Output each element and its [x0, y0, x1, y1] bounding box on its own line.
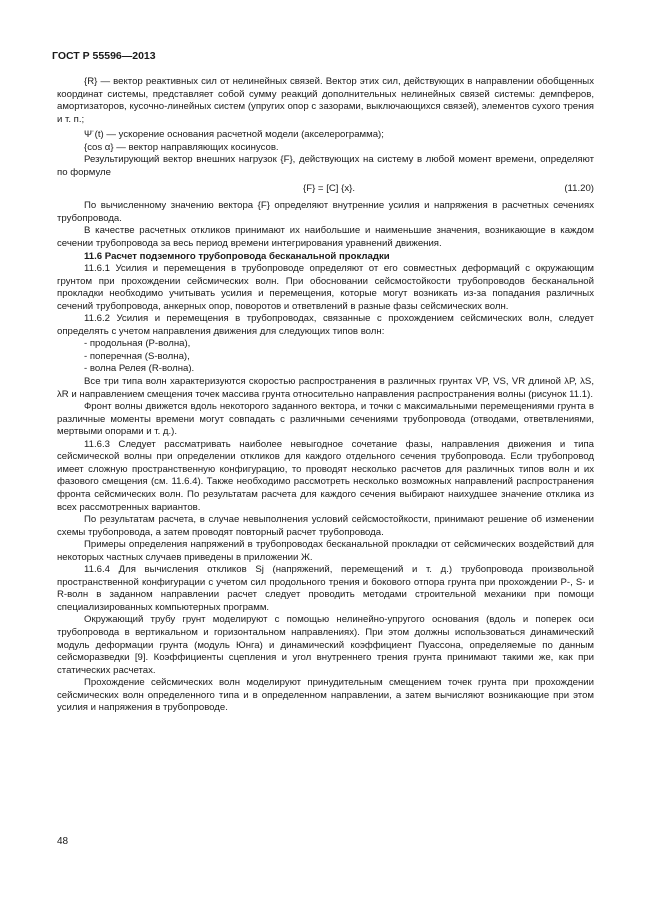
paragraph-11-6-3: 11.6.3 Следует рассматривать наиболее невыгодное сочетание фазы, направления движения и типа сейсмической волны при определении откликов для каждого отдельного сечения трубопровода. Если трубопровод имеет сложную пространственную конфигурацию, то проводят несколько расчетов для различных типов волн и их фазового смещения (см. 11.6.4). Также необходимо рассмотреть несколько возможных направлений распространения фронта сейсмических волн. По результатам расчета для каждого сечения выбирают наихудшее значение отклика из всех рассмотренных вариантов. — [57, 438, 594, 513]
list-item-p-wave: - продольная (P-волна), — [84, 338, 191, 350]
paragraph-base-acceleration: Ψ̈ (t) — ускорение основания расчетной модели (акселерограмма); — [84, 129, 384, 141]
paragraph-wave-propagation: Прохождение сейсмических волн моделируют принудительным смещением точек грунта при прохождении сейсмических волн определенного типа и в определенном направлении, а затем вычисляют возникающие при этом усилия и напряжения в трубопроводе. — [57, 677, 594, 714]
paragraph-direction-cosines: {cos α} — вектор направляющих косинусов. — [84, 141, 279, 153]
paragraph-resulting-load: Результирующий вектор внешних нагрузок {F}, действующих на систему в любой момент времени, определяют по формуле — [57, 154, 594, 178]
formula-11-20 — [57, 183, 594, 196]
formula-number: (11.20) — [564, 183, 594, 195]
standard-header: ГОСТ Р 55596—2013 — [52, 50, 156, 62]
paragraph-11-6-2: 11.6.2 Усилия и перемещения в трубопроводах, связанные с прохождением сейсмических волн, следует определять с учетом направления движения для следующих типов волн: — [57, 313, 594, 337]
paragraph-design-responses: В качестве расчетных откликов принимают их наибольшие и наименьшие значения, возникающие в каждом сечении трубопровода за весь период времени интегрирования уравнений движения. — [57, 225, 594, 250]
paragraph-11-6-1: 11.6.1 Усилия и перемещения в трубопроводе определяют от его совместных деформаций с окружающим грунтом при прохождении сейсмических волн. При обосновании сейсмостойкости трубопроводов бесканальной прокладки необходимо учитывать усилия и перемещения, которые могут возникать из-за попадания различных сечений трубопровода, анкерных опор, поворотов и ответвлений в разные фазы сейсмических волн. — [57, 263, 594, 312]
paragraph-internal-forces: По вычисленному значению вектора {F} определяют внутренние усилия и напряжения в расчетных сечениях трубопровода. — [57, 200, 594, 224]
paragraph-examples: Примеры определения напряжений в трубопроводах бесканальной прокладки от сейсмических воздействий для некоторых частных случаев приведены в приложении Ж. — [57, 539, 594, 563]
paragraph-reactive-forces: {R} — вектор реактивных сил от нелинейных связей. Вектор этих сил, действующих в направлении обобщенных координат системы, представляет собой сумму реакций дополнительных нелинейных связей системы: демпферов, амортизаторов, кусочно-линейных систем (упругих опор с зазорами, выключающихся связей), элементов сухого трения и т. п.; — [57, 76, 594, 125]
section-heading-11-6: 11.6 Расчет подземного трубопровода бесканальной прокладки — [84, 250, 390, 262]
paragraph-wave-front: Фронт волны движется вдоль некоторого заданного вектора, и точки с максимальными перемещениями грунта в различные моменты времени могут совпадать с различными сечениями трубопровода (отводами, ответвлениями, мертвыми опорами и т. д.). — [57, 401, 594, 438]
paragraph-soil-model: Окружающий трубу грунт моделируют с помощью нелинейно-упругого основания (вдоль и поперек оси трубопровода в вертикальном и горизонтальном направлениях). При этом должны использоваться динамический модуль деформации грунта (модуль Юнга) и динамический коэффициент Пуассона, определяемые по данным сейсморазведки [9]. Коэффициенты сцепления и угол внутреннего трения грунта принимают такими же, как при статических расчетах. — [57, 614, 594, 676]
paragraph-recalculation: По результатам расчета, в случае невыполнения условий сейсмостойкости, принимают решение об изменении схемы трубопровода, а затем проводят повторный расчет трубопровода. — [57, 514, 594, 538]
list-item-s-wave: - поперечная (S-волна), — [84, 350, 190, 362]
formula-expression: {F} = [C] {x}. — [303, 183, 355, 195]
page-content — [57, 76, 594, 715]
page-number: 48 — [57, 836, 69, 847]
paragraph-wave-characteristics: Все три типа волн характеризуются скоростью распространения в различных грунтах VP, VS, VR длиной λP, λS, λR и направлением смещения точек массива грунта относительно направления распространения волны (рисунок 11.1). — [57, 376, 594, 400]
paragraph-11-6-4: 11.6.4 Для вычисления откликов Sj (напряжений, перемещений и т. д.) трубопровода произвольной пространственной конфигурации с учетом сил продольного трения и бокового отпора грунта при прохождении P-, S- и R-волн в заданном направлении расчет следует проводить методами строительной механики при помощи специализированных компьютерных программ. — [57, 564, 594, 613]
list-item-r-wave: - волна Релея (R-волна). — [84, 363, 195, 375]
